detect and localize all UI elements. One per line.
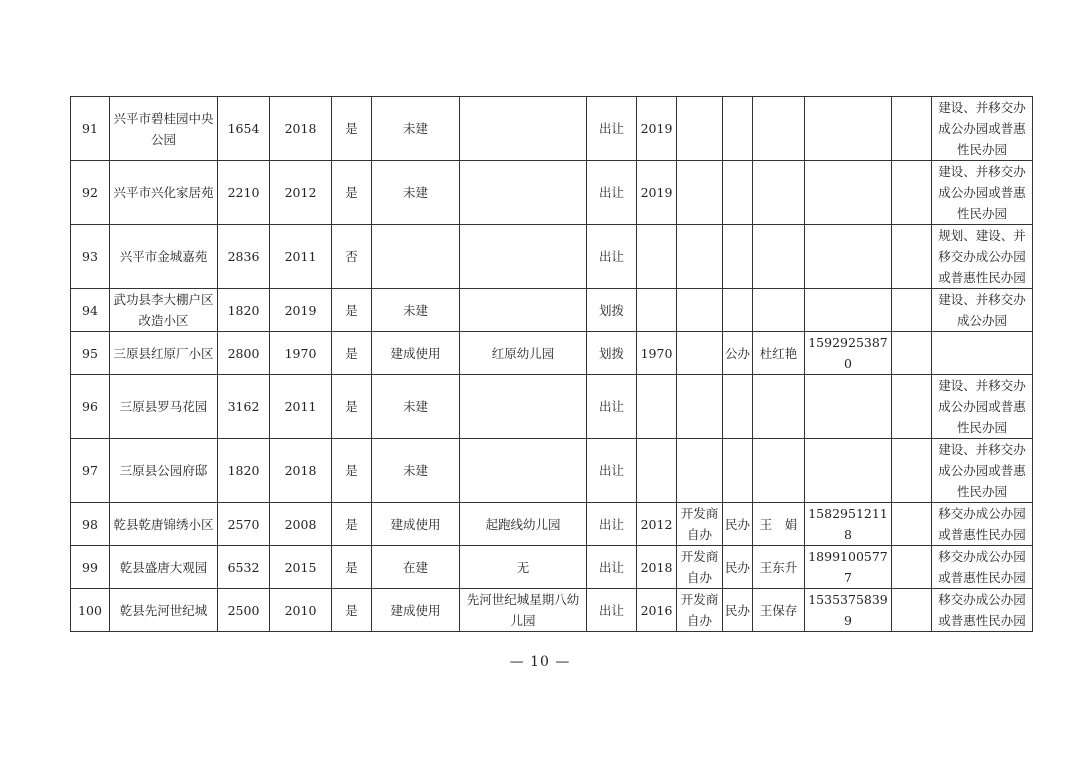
table-row: [71, 589, 1033, 632]
cell-contact-person: [753, 439, 805, 503]
cell-school-type: [723, 225, 753, 289]
cell-kindergarten-status: 未建: [372, 375, 460, 439]
cell-build-year: 2012: [270, 161, 332, 225]
cell-kindergarten-status: [372, 225, 460, 289]
cell-area: 6532: [218, 546, 270, 589]
cell-contact-person: 王东升: [753, 546, 805, 589]
cell-land-type: 出让: [587, 225, 637, 289]
cell-phone: [805, 289, 892, 332]
table-row: [71, 97, 1033, 161]
cell-build-year: 1970: [270, 332, 332, 375]
cell-blank: [892, 225, 932, 289]
cell-area: 2500: [218, 589, 270, 632]
cell-operator: [677, 439, 723, 503]
cell-community-name: 三原县公园府邸: [110, 439, 218, 503]
cell-contact-person: [753, 97, 805, 161]
cell-land-type: 出让: [587, 161, 637, 225]
cell-has-kindergarten: 是: [332, 97, 372, 161]
cell-rectification-note: 移交办成公办园或普惠性民办园: [932, 589, 1033, 632]
cell-phone: 18991005777: [805, 546, 892, 589]
cell-kindergarten-status: 建成使用: [372, 503, 460, 546]
cell-area: 3162: [218, 375, 270, 439]
table-row: [71, 503, 1033, 546]
cell-area: 2570: [218, 503, 270, 546]
cell-row-number: 98: [71, 503, 110, 546]
cell-kindergarten-name: [460, 375, 587, 439]
cell-operator: [677, 332, 723, 375]
cell-phone: 15829512118: [805, 503, 892, 546]
cell-blank: [892, 332, 932, 375]
cell-contact-person: 王保存: [753, 589, 805, 632]
cell-open-year: 2019: [637, 97, 677, 161]
cell-blank: [892, 161, 932, 225]
cell-rectification-note: 建设、并移交办成公办园或普惠性民办园: [932, 161, 1033, 225]
cell-kindergarten-status: 未建: [372, 97, 460, 161]
cell-rectification-note: 建设、并移交办成公办园或普惠性民办园: [932, 439, 1033, 503]
cell-land-type: 出让: [587, 546, 637, 589]
cell-has-kindergarten: 是: [332, 589, 372, 632]
cell-kindergarten-name: [460, 289, 587, 332]
cell-kindergarten-status: 建成使用: [372, 589, 460, 632]
cell-rectification-note: 建设、并移交办成公办园: [932, 289, 1033, 332]
table-row: [71, 375, 1033, 439]
cell-blank: [892, 503, 932, 546]
cell-land-type: 划拨: [587, 332, 637, 375]
cell-operator: 开发商自办: [677, 503, 723, 546]
cell-operator: [677, 97, 723, 161]
cell-phone: [805, 225, 892, 289]
cell-community-name: 乾县先河世纪城: [110, 589, 218, 632]
cell-phone: 15929253870: [805, 332, 892, 375]
cell-row-number: 92: [71, 161, 110, 225]
cell-land-type: 出让: [587, 439, 637, 503]
cell-rectification-note: 移交办成公办园或普惠性民办园: [932, 546, 1033, 589]
page-number: — 10 —: [509, 654, 571, 670]
cell-community-name: 三原县罗马花园: [110, 375, 218, 439]
cell-row-number: 95: [71, 332, 110, 375]
cell-row-number: 100: [71, 589, 110, 632]
cell-community-name: 三原县红原厂小区: [110, 332, 218, 375]
cell-open-year: 2019: [637, 161, 677, 225]
cell-operator: [677, 375, 723, 439]
cell-rectification-note: 移交办成公办园或普惠性民办园: [932, 503, 1033, 546]
table-row: [71, 225, 1033, 289]
cell-build-year: 2010: [270, 589, 332, 632]
cell-phone: [805, 439, 892, 503]
cell-community-name: 兴平市碧桂园中央公园: [110, 97, 218, 161]
cell-has-kindergarten: 否: [332, 225, 372, 289]
cell-row-number: 91: [71, 97, 110, 161]
cell-community-name: 兴平市兴化家居苑: [110, 161, 218, 225]
cell-kindergarten-status: 在建: [372, 546, 460, 589]
cell-has-kindergarten: 是: [332, 375, 372, 439]
cell-rectification-note: 建设、并移交办成公办园或普惠性民办园: [932, 375, 1033, 439]
cell-open-year: 2012: [637, 503, 677, 546]
cell-rectification-note: [932, 332, 1033, 375]
cell-land-type: 出让: [587, 97, 637, 161]
cell-operator: [677, 225, 723, 289]
cell-blank: [892, 375, 932, 439]
cell-area: 1820: [218, 439, 270, 503]
cell-has-kindergarten: 是: [332, 439, 372, 503]
cell-build-year: 2011: [270, 225, 332, 289]
cell-phone: 15353758399: [805, 589, 892, 632]
cell-build-year: 2018: [270, 97, 332, 161]
cell-land-type: 出让: [587, 503, 637, 546]
cell-build-year: 2019: [270, 289, 332, 332]
cell-area: 2800: [218, 332, 270, 375]
cell-row-number: 96: [71, 375, 110, 439]
cell-open-year: [637, 439, 677, 503]
cell-kindergarten-name: 起跑线幼儿园: [460, 503, 587, 546]
cell-contact-person: [753, 375, 805, 439]
table-row: [71, 289, 1033, 332]
cell-area: 2836: [218, 225, 270, 289]
cell-community-name: 兴平市金城嘉苑: [110, 225, 218, 289]
cell-school-type: [723, 97, 753, 161]
table-row: [71, 439, 1033, 503]
cell-blank: [892, 97, 932, 161]
cell-kindergarten-name: 先河世纪城星期八幼儿园: [460, 589, 587, 632]
cell-school-type: [723, 439, 753, 503]
cell-build-year: 2008: [270, 503, 332, 546]
cell-school-type: 公办: [723, 332, 753, 375]
cell-row-number: 93: [71, 225, 110, 289]
cell-operator: 开发商自办: [677, 589, 723, 632]
cell-row-number: 97: [71, 439, 110, 503]
cell-area: 1820: [218, 289, 270, 332]
table-row: [71, 332, 1033, 375]
cell-phone: [805, 375, 892, 439]
cell-contact-person: [753, 225, 805, 289]
cell-land-type: 出让: [587, 375, 637, 439]
cell-operator: [677, 161, 723, 225]
cell-row-number: 94: [71, 289, 110, 332]
cell-has-kindergarten: 是: [332, 289, 372, 332]
cell-contact-person: 王 娟: [753, 503, 805, 546]
cell-school-type: 民办: [723, 503, 753, 546]
cell-phone: [805, 161, 892, 225]
cell-open-year: 2016: [637, 589, 677, 632]
table-row: [71, 546, 1033, 589]
cell-area: 1654: [218, 97, 270, 161]
cell-rectification-note: 建设、并移交办成公办园或普惠性民办园: [932, 97, 1033, 161]
data-table: [70, 96, 1033, 632]
cell-has-kindergarten: 是: [332, 546, 372, 589]
cell-school-type: 民办: [723, 546, 753, 589]
cell-blank: [892, 289, 932, 332]
cell-kindergarten-name: 红原幼儿园: [460, 332, 587, 375]
cell-has-kindergarten: 是: [332, 332, 372, 375]
cell-kindergarten-status: 建成使用: [372, 332, 460, 375]
cell-blank: [892, 439, 932, 503]
cell-blank: [892, 546, 932, 589]
cell-kindergarten-name: [460, 97, 587, 161]
cell-contact-person: [753, 289, 805, 332]
cell-open-year: [637, 375, 677, 439]
cell-kindergarten-name: [460, 225, 587, 289]
cell-operator: [677, 289, 723, 332]
cell-row-number: 99: [71, 546, 110, 589]
cell-blank: [892, 589, 932, 632]
cell-contact-person: 杜红艳: [753, 332, 805, 375]
cell-community-name: 乾县乾唐锦绣小区: [110, 503, 218, 546]
cell-contact-person: [753, 161, 805, 225]
cell-school-type: [723, 375, 753, 439]
cell-open-year: 1970: [637, 332, 677, 375]
cell-operator: 开发商自办: [677, 546, 723, 589]
cell-land-type: 出让: [587, 589, 637, 632]
cell-kindergarten-name: [460, 161, 587, 225]
cell-open-year: 2018: [637, 546, 677, 589]
cell-build-year: 2015: [270, 546, 332, 589]
cell-rectification-note: 规划、建设、并移交办成公办园或普惠性民办园: [932, 225, 1033, 289]
cell-land-type: 划拨: [587, 289, 637, 332]
cell-school-type: [723, 289, 753, 332]
cell-community-name: 武功县李大棚户区改造小区: [110, 289, 218, 332]
cell-phone: [805, 97, 892, 161]
cell-kindergarten-name: 无: [460, 546, 587, 589]
cell-build-year: 2011: [270, 375, 332, 439]
cell-open-year: [637, 289, 677, 332]
cell-open-year: [637, 225, 677, 289]
cell-kindergarten-name: [460, 439, 587, 503]
cell-area: 2210: [218, 161, 270, 225]
cell-community-name: 乾县盛唐大观园: [110, 546, 218, 589]
cell-has-kindergarten: 是: [332, 161, 372, 225]
cell-school-type: 民办: [723, 589, 753, 632]
cell-kindergarten-status: 未建: [372, 161, 460, 225]
cell-kindergarten-status: 未建: [372, 289, 460, 332]
cell-school-type: [723, 161, 753, 225]
cell-has-kindergarten: 是: [332, 503, 372, 546]
cell-build-year: 2018: [270, 439, 332, 503]
table-row: [71, 161, 1033, 225]
cell-kindergarten-status: 未建: [372, 439, 460, 503]
